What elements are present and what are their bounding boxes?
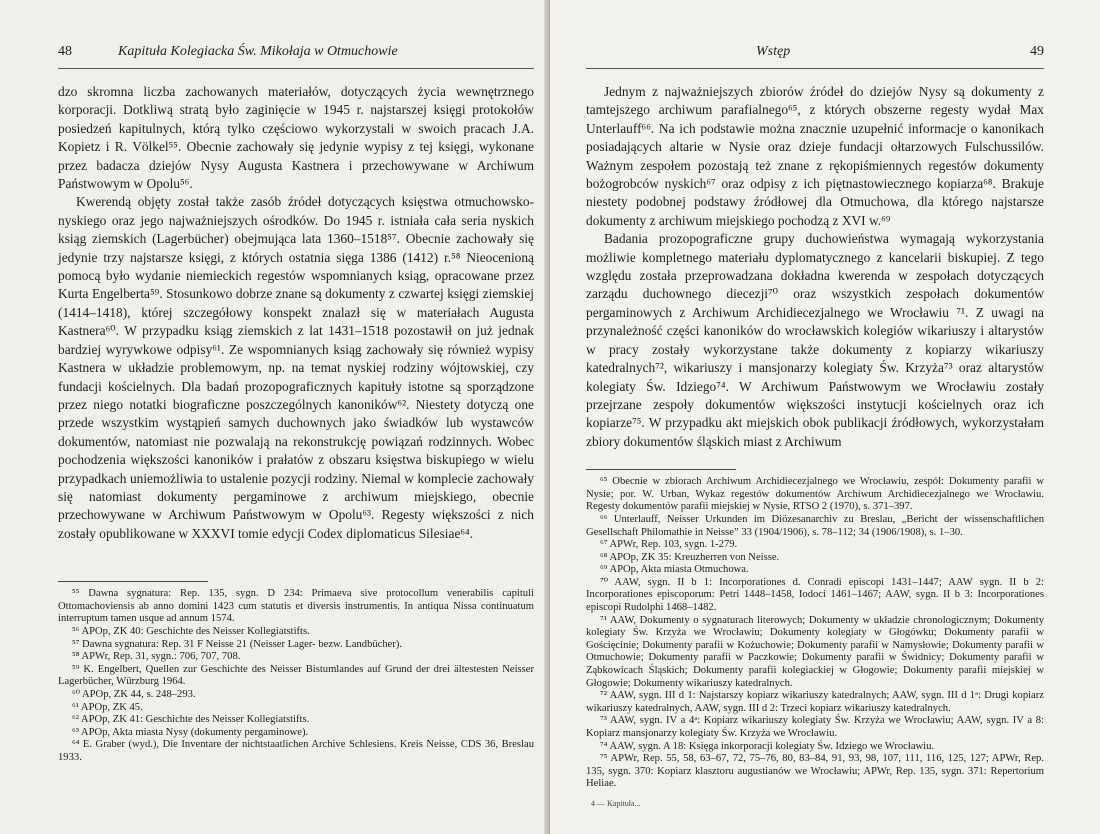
right-paragraph-1: Jednym z najważniejszych zbiorów źródeł do dziejów Nysy są dokumenty z tamtejszego archiwum parafialnego⁶⁵, z których obszerne regesty wydał Max Unterlauff⁶⁶. Na ich podstawie można znacznie uzupełnić informacje o kanonikach posiadających altarie w Nysie oraz dzieje fundacji ołtarzowych Fulschussilów. Ważnym zespołem pozostają też znane z rękopiśmiennych regestów dokumenty bożogrobców nyskich⁶⁷ oraz odpisy z ich piętnastowiecznego kopiarza⁶⁸. Brakuje niestety podobnej podstawy źródłowej dla Otmuchowa, dla którego najstarsze dokumenty z archiwum miejskiego pochodzą z XVI w.⁶⁹ <box>586 84 1044 228</box>
footnote-69: ⁶⁹ APOp, Akta miasta Otmuchowa. <box>600 564 749 576</box>
right-header-rule <box>586 68 1044 69</box>
left-running-head <box>58 44 534 64</box>
right-body-text <box>586 83 1044 451</box>
left-paragraph-1: dzo skromna liczba zachowanych materiałów, dotyczących życia wewnętrznego korporacji. Dotkliwą stratą było zaginięcie w 1945 r. najstarszej księgi protokołów posiedzeń kapitulnych, którą tylko częściowo wykorzystali w swoich pracach J.A. Kopietz i R. Völkel⁵⁵. Obecnie zachowały się jedynie wypisy z tej księgi, wykonane przez badacza dziejów Nysy Augusta Kastnera i przechowywane w Archiwum Państwowym w Opolu⁵⁶. <box>58 84 534 192</box>
footnote-57: ⁵⁷ Dawna sygnatura: Rep. 31 F Neisse 21 (Neisser Lager- bezw. Landbücher). <box>72 638 403 650</box>
left-running-title: Kapituła Kolegiacka Św. Mikołaja w Otmuchowie <box>118 44 398 59</box>
footnote-59: ⁵⁹ K. Engelbert, Quellen zur Geschichte des Neisser Bistumlandes auf Grund der drei ältestesten Neisser Lagerbücher, Würzburg 1964. <box>58 663 534 688</box>
left-header-rule <box>58 68 534 69</box>
footnote-64: ⁶⁴ E. Graber (wyd.), Die Inventare der nichtstaatlichen Archive Schlesiens. Kreis Neisse, CDS 36, Breslau 1933. <box>58 739 534 763</box>
left-footnote-separator <box>58 581 208 582</box>
right-running-head <box>586 44 1044 64</box>
footnote-74: ⁷⁴ AAW, sygn. A 18: Księga inkorporacji kolegiaty Św. Idziego we Wrocławiu. <box>600 740 935 752</box>
right-footnote-separator <box>586 469 736 470</box>
footnote-72: ⁷² AAW, sygn. III d 1: Najstarszy kopiarz wikariuszy katedralnych; AAW, sygn. III d 1ᵃ: Drugi kopiarz wikariuszy katedralnych, AAW, sygn. III d 2: Trzeci kopiarz wikariuszy katedralnych. <box>586 690 1044 714</box>
left-paragraph-2: Kwerendą objęty został także zasób źródeł dotyczących księstwa otmuchowsko-nyskiego oraz jego najważniejszych ośrodków. Do 1945 r. istniała cała seria nyskich ksiąg ziemskich (Lagerbücher) obejmująca lata 1360–1518⁵⁷. Obecnie zachowały się jedynie trzy najstarsze księgi, z których ostatnia sięga 1386 (1412) r.⁵⁸ Nieocenioną pomocą było wydanie niemieckich regestów wspomnianych ksiąg, opracowane przez Kurta Engelberta⁵⁹. Stosunkowo dobrze znane są dokumenty z czwartej księgi ziemskiej (1414–1418), której szczegółowy konspekt znalazł się w materiałach Augusta Kastnera⁶⁰. W przypadku ksiąg ziemskich z lat 1431–1518 pozostawił on już jednak bardziej wyrywkowe odpisy⁶¹. Ze wspomnianych ksiąg zachowały się również wypisy Kastnera w układzie problemowym, np. na temat nyskiej rodziny wójtowskiej, czy fundacji kościelnych. Dla badań prozopograficznych kapituły istotne są sporządzone przez niego notatki biograficzne poszczególnych kanoników⁶². Niestety dotyczą one przede wszystkim wystąpień samych duchownych jako świadków lub wystawców dokumentów, natomiast nie pozwalają na rekonstrukcję powiązań rodzinnych. Wobec pochodzenia większości kanoników i prałatów z obszaru księstwa biskupiego w wielu przypadkach uniemożliwia to ustalenie pozycji rodziny. Niemal w komplecie zachowały się natomiast dokumenty pergaminowe z archiwum miejskiego, obecnie przechowywane w Archiwum Państwowym w Opolu⁶³. Regesty większości z nich zostały opublikowane w XXXVI tomie edycji Codex diplomaticus Silesiae⁶⁴. <box>58 194 534 541</box>
right-page <box>550 0 1100 834</box>
right-paragraph-2: Badania prozopograficzne grupy duchowieństwa wymagają wykorzystania możliwie kompletnego materiału dyplomatycznego z kancelarii biskupiej. Z tego względu została przeprowadzana dokładna kwerenda w zespołach dotyczących zarządu duchownego diecezji⁷⁰ oraz wszystkich zespołach dokumentów pergaminowych z Archiwum Archidiecezjalnego we Wrocławiu ⁷¹. Z uwagi na przynależność części kanoników do wrocławskich kolegiów wikariuszy i altarystów w pracy zostały wykorzystane także dokumenty z kopiarzy wikariuszy katedralnych⁷², wikariuszy i mansjonarzy kolegiaty Św. Krzyża⁷³ oraz altarystów kolegiaty Św. Idziego⁷⁴. W Archiwum Państwowym we Wrocławiu zostały przejrzane zespoły dokumentów większości instytucji kościelnych oraz ich kopiarze⁷⁵. W przypadku akt miejskich obok publikacji źródłowych, wykorzystałam zbiory dokumentów śląskich miast z Archiwum <box>586 231 1044 449</box>
right-page-number: 49 <box>1030 44 1044 59</box>
footnote-75: ⁷⁵ APWr, Rep. 55, 58, 63–67, 72, 75–76, 80, 83–84, 91, 93, 98, 107, 111, 116, 125, 127; APWr, Rep. 135, sygn. 370: Kopiarz klasztoru augustianów we Wrocławiu; APWr, Rep. 135, sygn. 371: Repertorium Heliae. <box>586 753 1044 790</box>
footnote-66: ⁶⁶ Unterlauff, Neisser Urkunden im Diözesanarchiv zu Breslau, „Bericht der wissenschaftlichen Gesellschaft Philomathie in Neisse” 33 (1904/1906), s. 78–112; 34 (1906/1908), s. 1–30. <box>586 513 1044 538</box>
printer-signature: 4 — Kapituła... <box>591 799 641 808</box>
footnote-61: ⁶¹ APOp, ZK 45. <box>72 701 143 713</box>
footnote-56: ⁵⁶ APOp, ZK 40: Geschichte des Neisser Kollegiatstifts. <box>72 625 310 637</box>
footnote-68: ⁶⁸ APOp, ZK 35: Kreuzherren von Neisse. <box>600 551 780 563</box>
footnote-58: ⁵⁸ APWr, Rep. 31, sygn.: 706, 707, 708. <box>72 651 241 663</box>
left-footnotes <box>58 588 534 764</box>
left-page-number: 48 <box>58 44 72 59</box>
left-body-text <box>58 83 534 543</box>
footnote-71: ⁷¹ AAW, Dokumenty o sygnaturach literowych; Dokumenty w układzie chronologicznym; Dokumenty kolegiaty Św. Krzyża we Wrocławiu; Dokumenty kolegiaty w Głogówku; Dokumenty parafii w Gościęcinie; Dokumenty parafii w Kożuchowie; Dokumenty parafii w Namysłowie; Dokumenty parafii w Otmuchowie; Dokumenty parafii w Paczkowie; Dokumenty parafii w Świdnicy; Dokumenty parafii w Ząbkowicach Śląskich; Dokumenty parafii kolegiackiej w Głogowie; Dokumenty parafii miejskiej w Głogowie; Dokumenty wikariuszy katedralnych. <box>586 614 1044 689</box>
footnote-63: ⁶³ APOp, Akta miasta Nysy (dokumenty pergaminowe). <box>72 726 309 738</box>
footnote-60: ⁶⁰ APOp, ZK 44, s. 248–293. <box>72 688 196 700</box>
footnote-65: ⁶⁵ Obecnie w zbiorach Archiwum Archidiecezjalnego we Wrocławiu, zespół: Dokumenty parafii w Nysie; por. W. Urban, Wykaz regestów dokumentów Archiwum Archidiecezjalnego we Wrocławiu. Regesty dokumentów parafii miejskiej w Nysie, RTSO 2 (1970), s. 371–397. <box>586 476 1044 513</box>
footnote-62: ⁶² APOp, ZK 41: Geschichte des Neisser Kollegiatstifts. <box>72 714 310 726</box>
footnote-67: ⁶⁷ APWr, Rep. 103, sygn. 1-279. <box>600 539 738 551</box>
right-running-title: Wstęp <box>756 44 791 59</box>
footnote-55: ⁵⁵ Dawna sygnatura: Rep. 135, sygn. D 234: Primaeva sive protocollum venerabilis capituli Ottomachoviensis ab anno domini 1423 cum statutis et diversis instrumentis. In antiqua Nissa continuatum interruptum tamen usque ad annum 1574. <box>58 588 534 625</box>
footnote-73: ⁷³ AAW, sygn. IV a 4ᵃ: Kopiarz wikariuszy kolegiaty Św. Krzyża we Wrocławiu; AAW, sygn. IV a 8: Kopiarz mansjonarzy kolegiaty Św. Krzyża we Wrocławiu. <box>586 715 1044 739</box>
footnote-70: ⁷⁰ AAW, sygn. II b 1: Incorporationes d. Conradi episcopi 1431–1447; AAW sygn. II b 2: Incorporationes episcoporum: Petri 1448–1458, Iodoci 1461–1467; AAW, sygn. II b 3: Incorporationes episcopi Rudolphi 1468–1482. <box>586 576 1044 614</box>
right-footnotes <box>586 476 1044 791</box>
left-page <box>0 0 548 834</box>
